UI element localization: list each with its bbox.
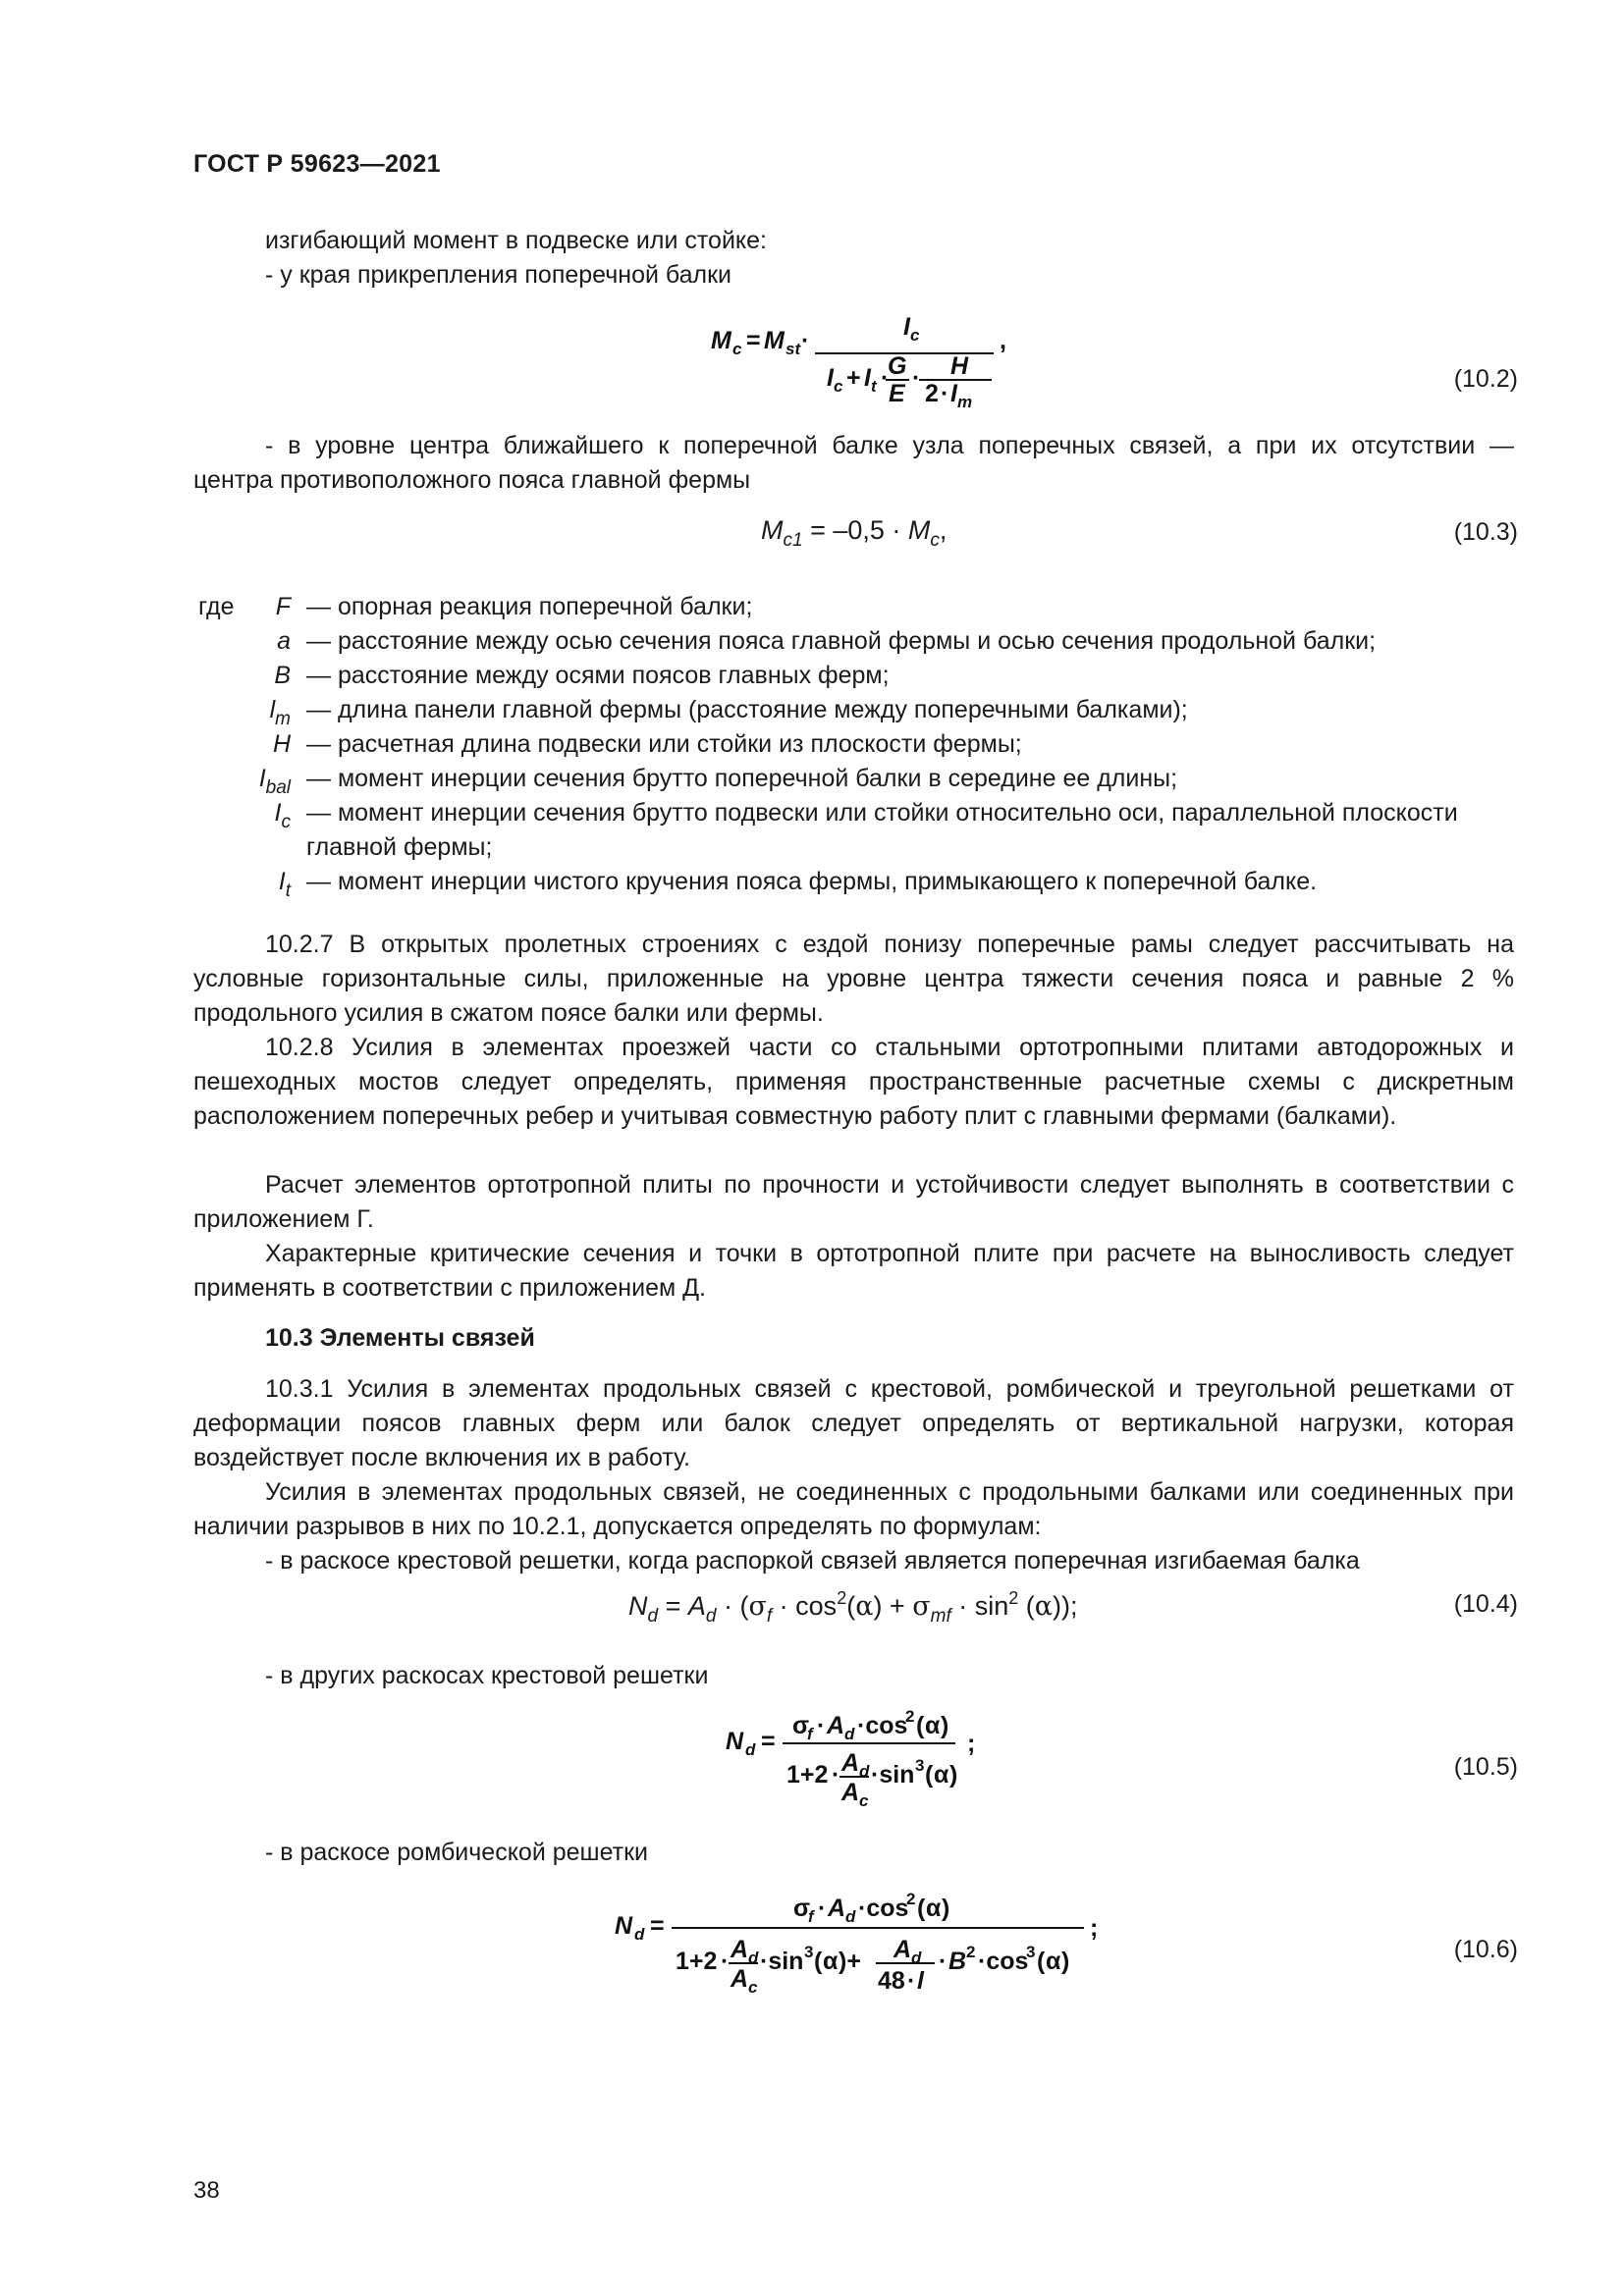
formula-10-5	[722, 1696, 997, 1814]
svg-text:A: A	[893, 1936, 912, 1963]
svg-text:A: A	[828, 1895, 846, 1922]
svg-text:): )	[1061, 1948, 1070, 1975]
definition-lead: где	[198, 593, 235, 620]
svg-text:·: ·	[907, 1967, 916, 1995]
svg-text:·: ·	[912, 364, 921, 392]
svg-text:d: d	[634, 1925, 645, 1944]
svg-text:A: A	[731, 1936, 749, 1963]
equation-number: (10.5)	[1453, 1753, 1518, 1781]
definition-text: — момент инерции чистого кручения пояса фермы, примыкающего к поперечной балке.	[306, 868, 1318, 895]
svg-text:A: A	[827, 1712, 845, 1739]
paragraph: изгибающий момент в подвеске или стойке:	[265, 227, 767, 254]
svg-text:α: α	[823, 1948, 839, 1975]
svg-text:I: I	[903, 313, 910, 341]
equation-number: (10.4)	[1453, 1590, 1518, 1618]
formula-10-2	[707, 299, 1031, 407]
svg-text:1+2: 1+2	[676, 1948, 718, 1975]
equation-number: (10.6)	[1453, 1936, 1518, 1963]
paragraph: - в уровне центра ближайшего к поперечной балке узла поперечных связей, а при их отсутствии —	[265, 432, 1514, 459]
svg-text:2: 2	[966, 1943, 976, 1961]
svg-text:d: d	[911, 1949, 922, 1967]
svg-text:=: =	[650, 1912, 665, 1940]
definition-symbol: F	[275, 593, 291, 620]
definition-symbol: B	[274, 662, 291, 689]
svg-text:·: ·	[818, 1895, 827, 1922]
definition-text: — расстояние между осью сечения пояса главной фермы и осью сечения продольной балки;	[306, 627, 1377, 655]
paragraph: - в других раскосах крестовой решетки	[265, 1662, 709, 1689]
svg-text:): )	[942, 1895, 950, 1922]
paragraph: - в раскосе крестовой решетки, когда распоркой связей является поперечная изгибаемая балка	[265, 1547, 1360, 1575]
svg-text:α: α	[926, 1895, 942, 1922]
svg-text:=: =	[761, 1728, 776, 1755]
definition-symbol: $I_{bal}$	[258, 765, 291, 798]
svg-text:d: d	[745, 1740, 756, 1759]
svg-text:c: c	[834, 377, 843, 396]
equation-number: (10.2)	[1453, 365, 1518, 393]
formula-10-4: $N_d = A_d \cdot (\sigma_f \cdot \cos^2(\alpha) + \sigma_{mf} \cdot \sin^2 (\alpha))$;	[628, 1588, 1078, 1627]
paragraph: центра противоположного пояса главной фермы	[193, 466, 751, 494]
svg-text:M: M	[764, 327, 785, 354]
svg-text:I: I	[827, 364, 834, 392]
paragraph: - в раскосе ромбической решетки	[265, 1839, 649, 1866]
svg-text:2: 2	[905, 1707, 915, 1726]
definition-symbol: a	[277, 627, 291, 655]
equation-number: (10.3)	[1453, 518, 1518, 546]
paragraph: Характерные критические сечения и точки в ортотропной плите при расчете на выносливость следует применять в соответствии с приложением Д.	[193, 1240, 1514, 1302]
svg-text:d: d	[844, 1725, 855, 1743]
svg-text:(: (	[1037, 1948, 1046, 1975]
svg-text:c: c	[910, 326, 920, 345]
svg-text:A: A	[841, 1779, 860, 1806]
svg-text:·: ·	[801, 327, 810, 354]
svg-text:+: +	[846, 364, 861, 392]
paragraph: - у края прикрепления поперечной балки	[265, 261, 732, 289]
svg-text:σ: σ	[793, 1895, 811, 1922]
svg-text:N: N	[615, 1912, 633, 1940]
svg-text:c: c	[732, 340, 742, 358]
definition-symbol: $l_m$	[269, 696, 291, 729]
svg-text:2: 2	[925, 380, 939, 407]
svg-text:B: B	[948, 1948, 967, 1975]
svg-text:(: (	[814, 1948, 823, 1975]
svg-text:σ: σ	[792, 1712, 810, 1739]
paragraph: 10.2.8 Усилия в элементах проезжей части со стальными ортотропными плитами автодорожных и пешеходных мостов следует определять, применяя пространственные расчетные схемы с дискретным расположением поперечных ребер и учитывая совместную работу плит с главными фермами (балками).	[193, 1034, 1514, 1130]
svg-text:H: H	[950, 352, 969, 380]
svg-text:I: I	[950, 380, 957, 407]
svg-text:l: l	[917, 1967, 924, 1995]
definition-text: — расстояние между осями поясов главных ферм;	[306, 662, 890, 689]
svg-text:,: ,	[1000, 327, 1006, 354]
svg-text:1+2: 1+2	[786, 1761, 829, 1789]
svg-text:2: 2	[906, 1890, 916, 1908]
svg-text:·: ·	[881, 364, 890, 392]
svg-text:f: f	[807, 1725, 813, 1743]
svg-text:3: 3	[915, 1756, 925, 1775]
svg-text:·: ·	[721, 1948, 730, 1975]
paragraph: Усилия в элементах продольных связей, не соединенных с продольными балками или соединенных при наличии разрывов в них по 10.2.1, допускается определять по формулам:	[193, 1478, 1514, 1540]
svg-text:N: N	[726, 1728, 744, 1755]
svg-text:·: ·	[941, 380, 949, 407]
formula-10-3: $M_{c1} = -0,5 \cdot M_c$,	[761, 515, 947, 551]
svg-text:·sin: ·sin	[871, 1761, 915, 1789]
svg-text:I: I	[864, 364, 871, 392]
svg-text:α: α	[925, 1712, 941, 1739]
svg-text:·: ·	[832, 1761, 840, 1789]
definition-text: — длина панели главной фермы (расстояние между поперечными балками);	[306, 696, 1188, 723]
svg-text:·: ·	[939, 1948, 947, 1975]
svg-text:M: M	[711, 327, 731, 354]
definition-symbol: $I_c$	[274, 799, 291, 832]
page-number: 38	[193, 2177, 220, 2204]
svg-text:A: A	[731, 1965, 749, 1993]
definition-text: — момент инерции сечения брутто поперечной балки в середине ее длины;	[306, 765, 1178, 792]
definition-symbol: H	[272, 730, 291, 758]
svg-text:d: d	[845, 1907, 856, 1926]
definition-text: — расчетная длина подвески или стойки из плоскости фермы;	[306, 730, 1022, 758]
svg-text:;: ;	[1090, 1914, 1099, 1942]
formula-10-6	[611, 1875, 1121, 2002]
svg-text:st: st	[785, 340, 801, 358]
svg-text:)+: )+	[839, 1948, 861, 1975]
svg-text:·cos: ·cos	[857, 1712, 908, 1739]
paragraph: 10.3.1 Усилия в элементах продольных связей с крестовой, ромбической и треугольной решетками от деформации поясов главных ферм или балок следует определять от вертикальной нагрузки, которая воздействует после включения их в работу.	[193, 1375, 1514, 1471]
svg-text:;: ;	[967, 1730, 976, 1757]
svg-text:): )	[941, 1712, 949, 1739]
svg-text:d: d	[859, 1762, 870, 1781]
svg-text:48: 48	[878, 1967, 905, 1995]
svg-text:(: (	[917, 1895, 926, 1922]
svg-text:α: α	[1046, 1948, 1061, 1975]
svg-text:c: c	[748, 1978, 758, 1997]
paragraph: Расчет элементов ортотропной плиты по прочности и устойчивости следует выполнять в соответствии с приложением Г.	[193, 1171, 1514, 1233]
svg-text:·cos: ·cos	[978, 1948, 1029, 1975]
svg-text:E: E	[889, 380, 905, 407]
svg-text:d: d	[748, 1949, 759, 1967]
svg-text:A: A	[841, 1749, 860, 1777]
svg-text:f: f	[808, 1907, 814, 1926]
definition-text: — момент инерции сечения брутто подвески или стойки относительно оси, параллельной плоскости главной фермы;	[306, 799, 1458, 861]
svg-text:(: (	[916, 1712, 925, 1739]
svg-text:3: 3	[804, 1943, 814, 1961]
svg-text:m: m	[957, 393, 973, 407]
paragraph: 10.2.7 В открытых пролетных строениях с ездой понизу поперечные рамы следует рассчитывать на условные горизонтальные силы, приложенные на уровне центра тяжести сечения пояса и равные 2 % продольного усилия в сжатом поясе балки или фермы.	[193, 931, 1514, 1027]
svg-text:α: α	[934, 1761, 949, 1789]
svg-text:G: G	[888, 352, 907, 380]
svg-text:): )	[949, 1761, 958, 1789]
svg-text:=: =	[746, 327, 761, 354]
document-header: ГОСТ Р 59623—2021	[193, 150, 441, 178]
svg-text:·: ·	[817, 1712, 826, 1739]
section-heading: 10.3 Элементы связей	[265, 1324, 535, 1352]
svg-text:t: t	[871, 377, 877, 396]
svg-text:·cos: ·cos	[858, 1895, 909, 1922]
definition-text: — опорная реакция поперечной балки;	[306, 593, 753, 620]
svg-text:c: c	[859, 1791, 869, 1810]
definition-symbol: $I_t$	[278, 868, 291, 901]
svg-text:3: 3	[1026, 1943, 1036, 1961]
svg-text:(: (	[925, 1761, 934, 1789]
svg-text:·sin: ·sin	[760, 1948, 804, 1975]
